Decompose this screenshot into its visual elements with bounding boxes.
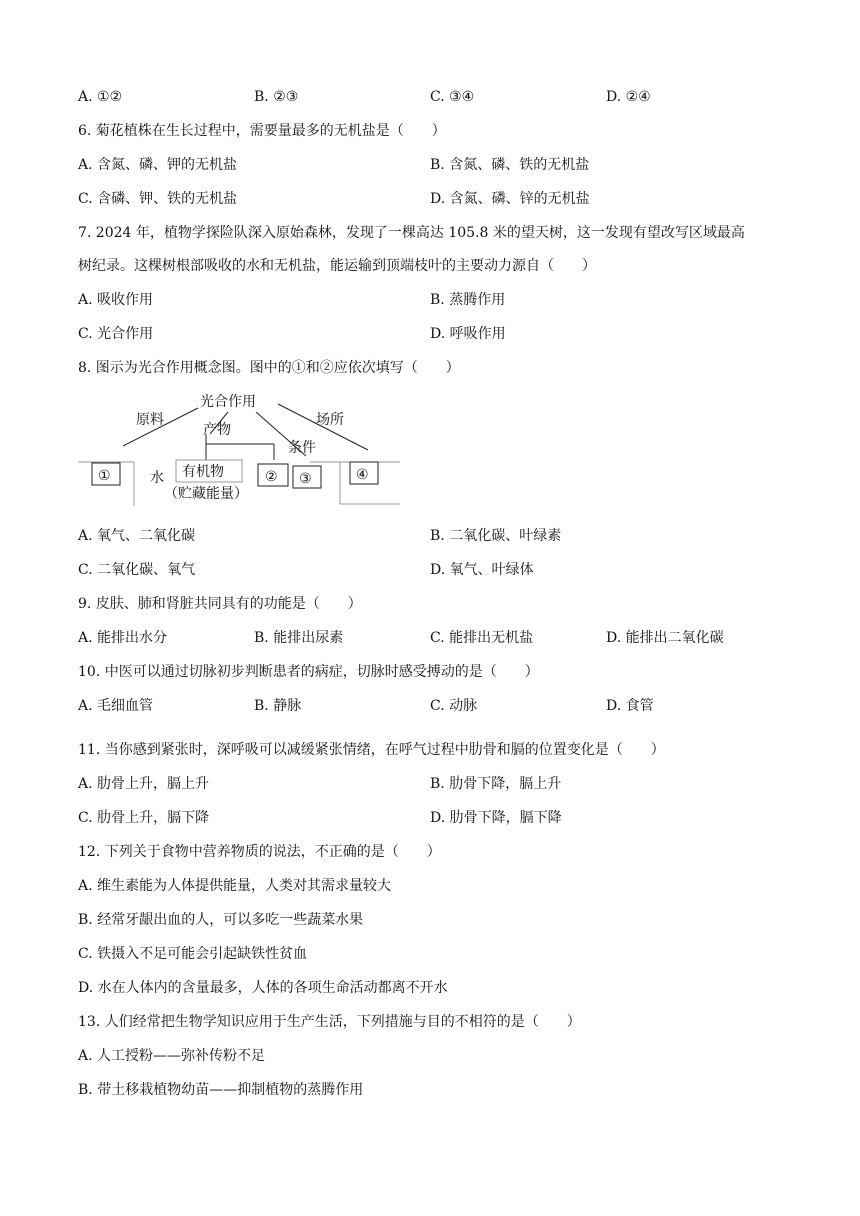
q9-option-b[interactable]: B. 能排出尿素 [254,630,344,646]
q7-option-d[interactable]: D. 呼吸作用 [430,326,506,342]
q8-option-a[interactable]: A. 氧气、二氧化碳 [78,528,196,544]
diagram-blank-1: ① [98,468,111,484]
q10-option-c[interactable]: C. 动脉 [430,698,478,714]
q7-stem-line1: 7. 2024 年，植物学探险队深入原始森林，发现了一棵高达 105.8 米的望天树，这一发现有望改写区域最高 [78,225,745,241]
q11-option-d[interactable]: D. 肋骨下降，膈下降 [430,810,562,826]
q9-option-a[interactable]: A. 能排出水分 [78,630,168,646]
q7-option-b[interactable]: B. 蒸腾作用 [430,292,506,308]
q11-option-b[interactable]: B. 肋骨下降，膈上升 [430,776,562,792]
q9-option-c[interactable]: C. 能排出无机盐 [430,630,534,646]
q12-option-c[interactable]: C. 铁摄入不足可能会引起缺铁性贫血 [78,946,308,962]
photosynthesis-concept-diagram [78,386,408,512]
diagram-blank-3: ③ [299,471,312,487]
diagram-water-label: 水 [150,470,164,486]
q6-stem: 6. 菊花植株在生长过程中，需要量最多的无机盐是（ ） [78,123,446,139]
q12-stem: 12. 下列关于食物中营养物质的说法，不正确的是（ ） [78,844,441,860]
diagram-place-label: 场所 [316,412,344,428]
diagram-organic-label: 有机物 [182,464,224,480]
diagram-root-label: 光合作用 [200,394,256,410]
q6-option-a[interactable]: A. 含氮、磷、钾的无机盐 [78,157,238,173]
q13-stem: 13. 人们经常把生物学知识应用于生产生活，下列措施与目的不相符的是（ ） [78,1014,581,1030]
q6-option-b[interactable]: B. 含氮、磷、铁的无机盐 [430,157,590,173]
q12-option-d[interactable]: D. 水在人体内的含量最多，人体的各项生命活动都离不开水 [78,980,448,996]
q10-option-a[interactable]: A. 毛细血管 [78,698,154,714]
q7-option-a[interactable]: A. 吸收作用 [78,292,154,308]
diagram-blank-2: ② [265,469,278,485]
diagram-energy-label: （贮藏能量） [164,486,248,502]
q10-option-d[interactable]: D. 食管 [606,698,654,714]
q12-option-b[interactable]: B. 经常牙龈出血的人，可以多吃一些蔬菜水果 [78,912,364,928]
q11-option-a[interactable]: A. 肋骨上升，膈上升 [78,776,210,792]
q13-option-b[interactable]: B. 带土移栽植物幼苗——抑制植物的蒸腾作用 [78,1082,364,1098]
q8-stem: 8. 图示为光合作用概念图。图中的①和②应依次填写（ ） [78,360,460,376]
q5-option-a[interactable]: A. ①② [78,89,123,105]
diagram-product-label: 产物 [203,422,231,438]
q13-option-a[interactable]: A. 人工授粉——弥补传粉不足 [78,1048,266,1064]
q10-stem: 10. 中医可以通过切脉初步判断患者的病症，切脉时感受搏动的是（ ） [78,664,539,680]
q5-option-d[interactable]: D. ②④ [606,89,651,105]
q8-option-c[interactable]: C. 二氧化碳、氧气 [78,562,196,578]
q8-option-d[interactable]: D. 氧气、叶绿体 [430,562,534,578]
q5-option-b[interactable]: B. ②③ [254,89,299,105]
q11-stem: 11. 当你感到紧张时，深呼吸可以减缓紧张情绪，在呼气过程中肋骨和膈的位置变化是（ ） [78,742,665,758]
diagram-condition-label: 条件 [288,440,316,456]
q7-option-c[interactable]: C. 光合作用 [78,326,154,342]
q7-stem-line2: 树纪录。这棵树根部吸收的水和无机盐，能运输到顶端枝叶的主要动力源自（ ） [78,258,596,274]
q12-option-a[interactable]: A. 维生素能为人体提供能量，人类对其需求量较大 [78,878,392,894]
diagram-raw-material-label: 原料 [136,412,164,428]
q8-option-b[interactable]: B. 二氧化碳、叶绿素 [430,528,562,544]
q5-option-c[interactable]: C. ③④ [430,89,475,105]
q9-option-d[interactable]: D. 能排出二氧化碳 [606,630,724,646]
q11-option-c[interactable]: C. 肋骨上升，膈下降 [78,810,210,826]
q9-stem: 9. 皮肤、肺和肾脏共同具有的功能是（ ） [78,596,362,612]
q10-option-b[interactable]: B. 静脉 [254,698,302,714]
diagram-blank-4: ④ [356,467,369,483]
q6-option-d[interactable]: D. 含氮、磷、锌的无机盐 [430,191,590,207]
q6-option-c[interactable]: C. 含磷、钾、铁的无机盐 [78,191,238,207]
